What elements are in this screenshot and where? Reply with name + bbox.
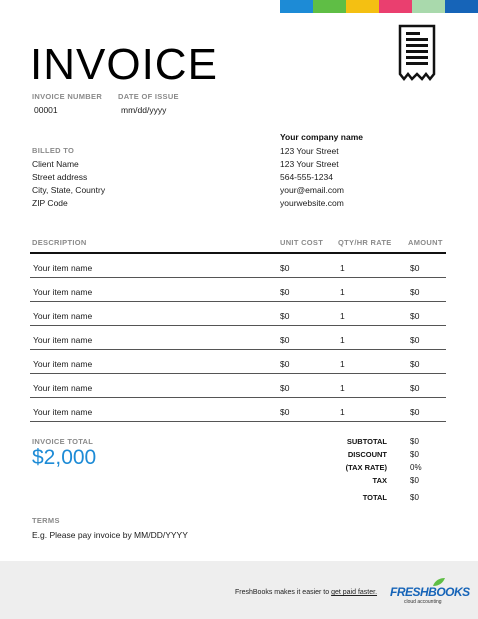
item-amount: $0 [410,287,420,297]
terms-text[interactable]: E.g. Please pay invoice by MM/DD/YYYY [32,530,188,540]
footer-promo-text: FreshBooks makes it easier to [235,589,332,596]
footer [0,561,478,619]
item-unit-cost[interactable]: $0 [280,311,290,321]
get-paid-faster-link[interactable]: get paid faster. [331,589,378,596]
item-amount: $0 [410,359,420,369]
item-description[interactable]: Your item name [33,383,93,393]
table-row [30,398,446,422]
logo-subtitle: cloud accounting [404,599,442,605]
item-description[interactable]: Your item name [33,263,93,273]
company-email[interactable]: your@email.com [280,185,344,195]
item-description[interactable]: Your item name [33,359,93,369]
freshbooks-logo[interactable] [390,577,470,607]
col-header-qty: QTY/HR RATE [338,238,392,247]
col-header-description: DESCRIPTION [32,238,87,247]
total-label: TOTAL [362,493,387,502]
company-street-2[interactable]: 123 Your Street [280,159,339,169]
item-amount: $0 [410,407,420,417]
date-of-issue-label: DATE OF ISSUE [118,92,179,101]
client-city[interactable]: City, State, Country [32,185,106,195]
brand-stripe-mint [412,0,445,13]
item-unit-cost[interactable]: $0 [280,383,290,393]
subtotal-label: SUBTOTAL [346,437,387,446]
receipt-icon [397,24,437,82]
company-street-1[interactable]: 123 Your Street [280,146,339,156]
item-amount: $0 [410,335,420,345]
item-unit-cost[interactable]: $0 [280,335,290,345]
billed-to-label: BILLED TO [32,146,75,155]
item-qty[interactable]: 1 [340,263,345,273]
item-qty[interactable]: 1 [340,359,345,369]
item-unit-cost[interactable]: $0 [280,287,290,297]
client-zip[interactable]: ZIP Code [32,198,68,208]
brand-stripe-blue [280,0,313,13]
item-amount: $0 [410,311,420,321]
item-amount: $0 [410,263,420,273]
item-qty[interactable]: 1 [340,407,345,417]
table-row [30,278,446,302]
tax-rate-label: (TAX RATE) [345,463,387,472]
invoice-title: INVOICE [30,40,218,89]
date-of-issue-value[interactable]: mm/dd/yyyy [121,105,167,115]
subtotal-value: $0 [410,437,419,446]
tax-label: TAX [372,476,387,485]
company-name[interactable]: Your company name [280,132,363,142]
logo-wordmark: FRESHBOOKS [390,585,470,599]
footer-promo [235,589,377,596]
item-qty[interactable]: 1 [340,311,345,321]
item-unit-cost[interactable]: $0 [280,359,290,369]
item-qty[interactable]: 1 [340,287,345,297]
col-header-amount: AMOUNT [408,238,443,247]
item-unit-cost[interactable]: $0 [280,263,290,273]
item-amount: $0 [410,383,420,393]
terms-label: TERMS [32,516,60,525]
invoice-number-value[interactable]: 00001 [34,105,58,115]
invoice-total-label: INVOICE TOTAL [32,437,94,446]
discount-label: DISCOUNT [347,450,387,459]
brand-stripe-yellow [346,0,379,13]
invoice-total-value: $2,000 [32,446,97,469]
invoice-number-label: INVOICE NUMBER [32,92,103,101]
col-header-unit-cost: UNIT COST [280,238,324,247]
brand-stripe-navy [445,0,478,13]
item-description[interactable]: Your item name [33,407,93,417]
item-description[interactable]: Your item name [33,287,93,297]
company-phone[interactable]: 564-555-1234 [280,172,333,182]
client-street[interactable]: Street address [32,172,88,182]
item-description[interactable]: Your item name [33,335,93,345]
table-row [30,326,446,350]
discount-value[interactable]: $0 [410,450,419,459]
company-website[interactable]: yourwebsite.com [280,198,344,208]
table-row [30,350,446,374]
item-description[interactable]: Your item name [33,311,93,321]
total-value: $0 [410,493,419,502]
brand-stripe-pink [379,0,412,13]
table-row [30,254,446,278]
item-unit-cost[interactable]: $0 [280,407,290,417]
table-row [30,302,446,326]
brand-stripe-green [313,0,346,13]
table-row [30,374,446,398]
item-qty[interactable]: 1 [340,383,345,393]
tax-rate-value[interactable]: 0% [410,463,422,472]
tax-value: $0 [410,476,419,485]
item-qty[interactable]: 1 [340,335,345,345]
client-name[interactable]: Client Name [32,159,79,169]
